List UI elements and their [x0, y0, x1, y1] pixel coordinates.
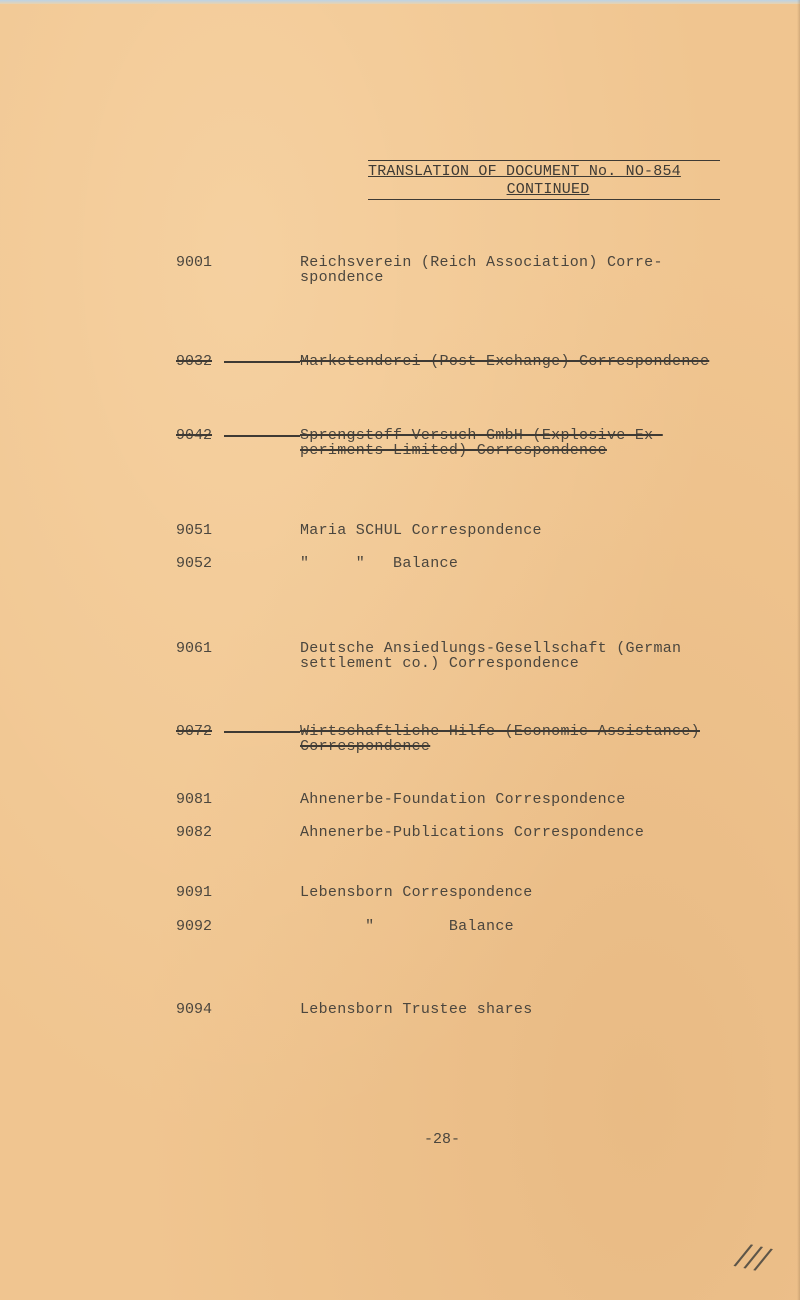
- entry-description: Marketenderei (Post Exchange) Correspondence: [300, 353, 710, 370]
- document-header: [368, 163, 720, 198]
- entry-number: 9032: [176, 353, 213, 370]
- entry-number: 9042: [176, 427, 213, 444]
- entry-description: " Balance: [300, 918, 514, 935]
- entry-description: Wirtschaftliche Hilfe (Economic Assistance) Correspondence: [300, 723, 700, 755]
- entry-number: 9081: [176, 791, 213, 808]
- entry-description: Reichsverein (Reich Association) Corre- spondence: [300, 254, 663, 286]
- entry-number: 9051: [176, 522, 213, 539]
- page-top-edge: [0, 0, 800, 4]
- entry-number: 9092: [176, 918, 213, 935]
- entry-number: 9082: [176, 824, 213, 841]
- entry-number: 9001: [176, 254, 213, 271]
- entry-number: 9094: [176, 1001, 213, 1018]
- strike-dash: [224, 435, 300, 437]
- entry-number: 9091: [176, 884, 213, 901]
- entry-description: Ahnenerbe-Publications Correspondence: [300, 824, 645, 841]
- entry-description: Lebensborn Correspondence: [300, 884, 533, 901]
- entry-description: Deutsche Ansiedlungs-Gesellschaft (German settlement co.) Correspondence: [300, 640, 682, 672]
- entry-description: Ahnenerbe-Foundation Correspondence: [300, 791, 626, 808]
- page-number: -28-: [424, 1131, 461, 1148]
- header-top-rule: [368, 160, 720, 161]
- entry-description: " " Balance: [300, 555, 459, 572]
- entry-description: Lebensborn Trustee shares: [300, 1001, 533, 1018]
- entry-description: Maria SCHUL Correspondence: [300, 522, 542, 539]
- header-bottom-rule: [368, 199, 720, 200]
- document-title: TRANSLATION OF DOCUMENT No. NO-854: [368, 163, 681, 180]
- entry-number: 9061: [176, 640, 213, 657]
- entry-description: Sprengstoff-Versuch GmbH (Explosive Ex- periments Limited) Correspondence: [300, 427, 663, 459]
- document-subtitle: CONTINUED: [506, 181, 590, 198]
- handwritten-mark: ///: [734, 1237, 772, 1278]
- strike-dash: [224, 361, 300, 363]
- strike-dash: [224, 731, 300, 733]
- entry-number: 9052: [176, 555, 213, 572]
- entry-number: 9072: [176, 723, 213, 740]
